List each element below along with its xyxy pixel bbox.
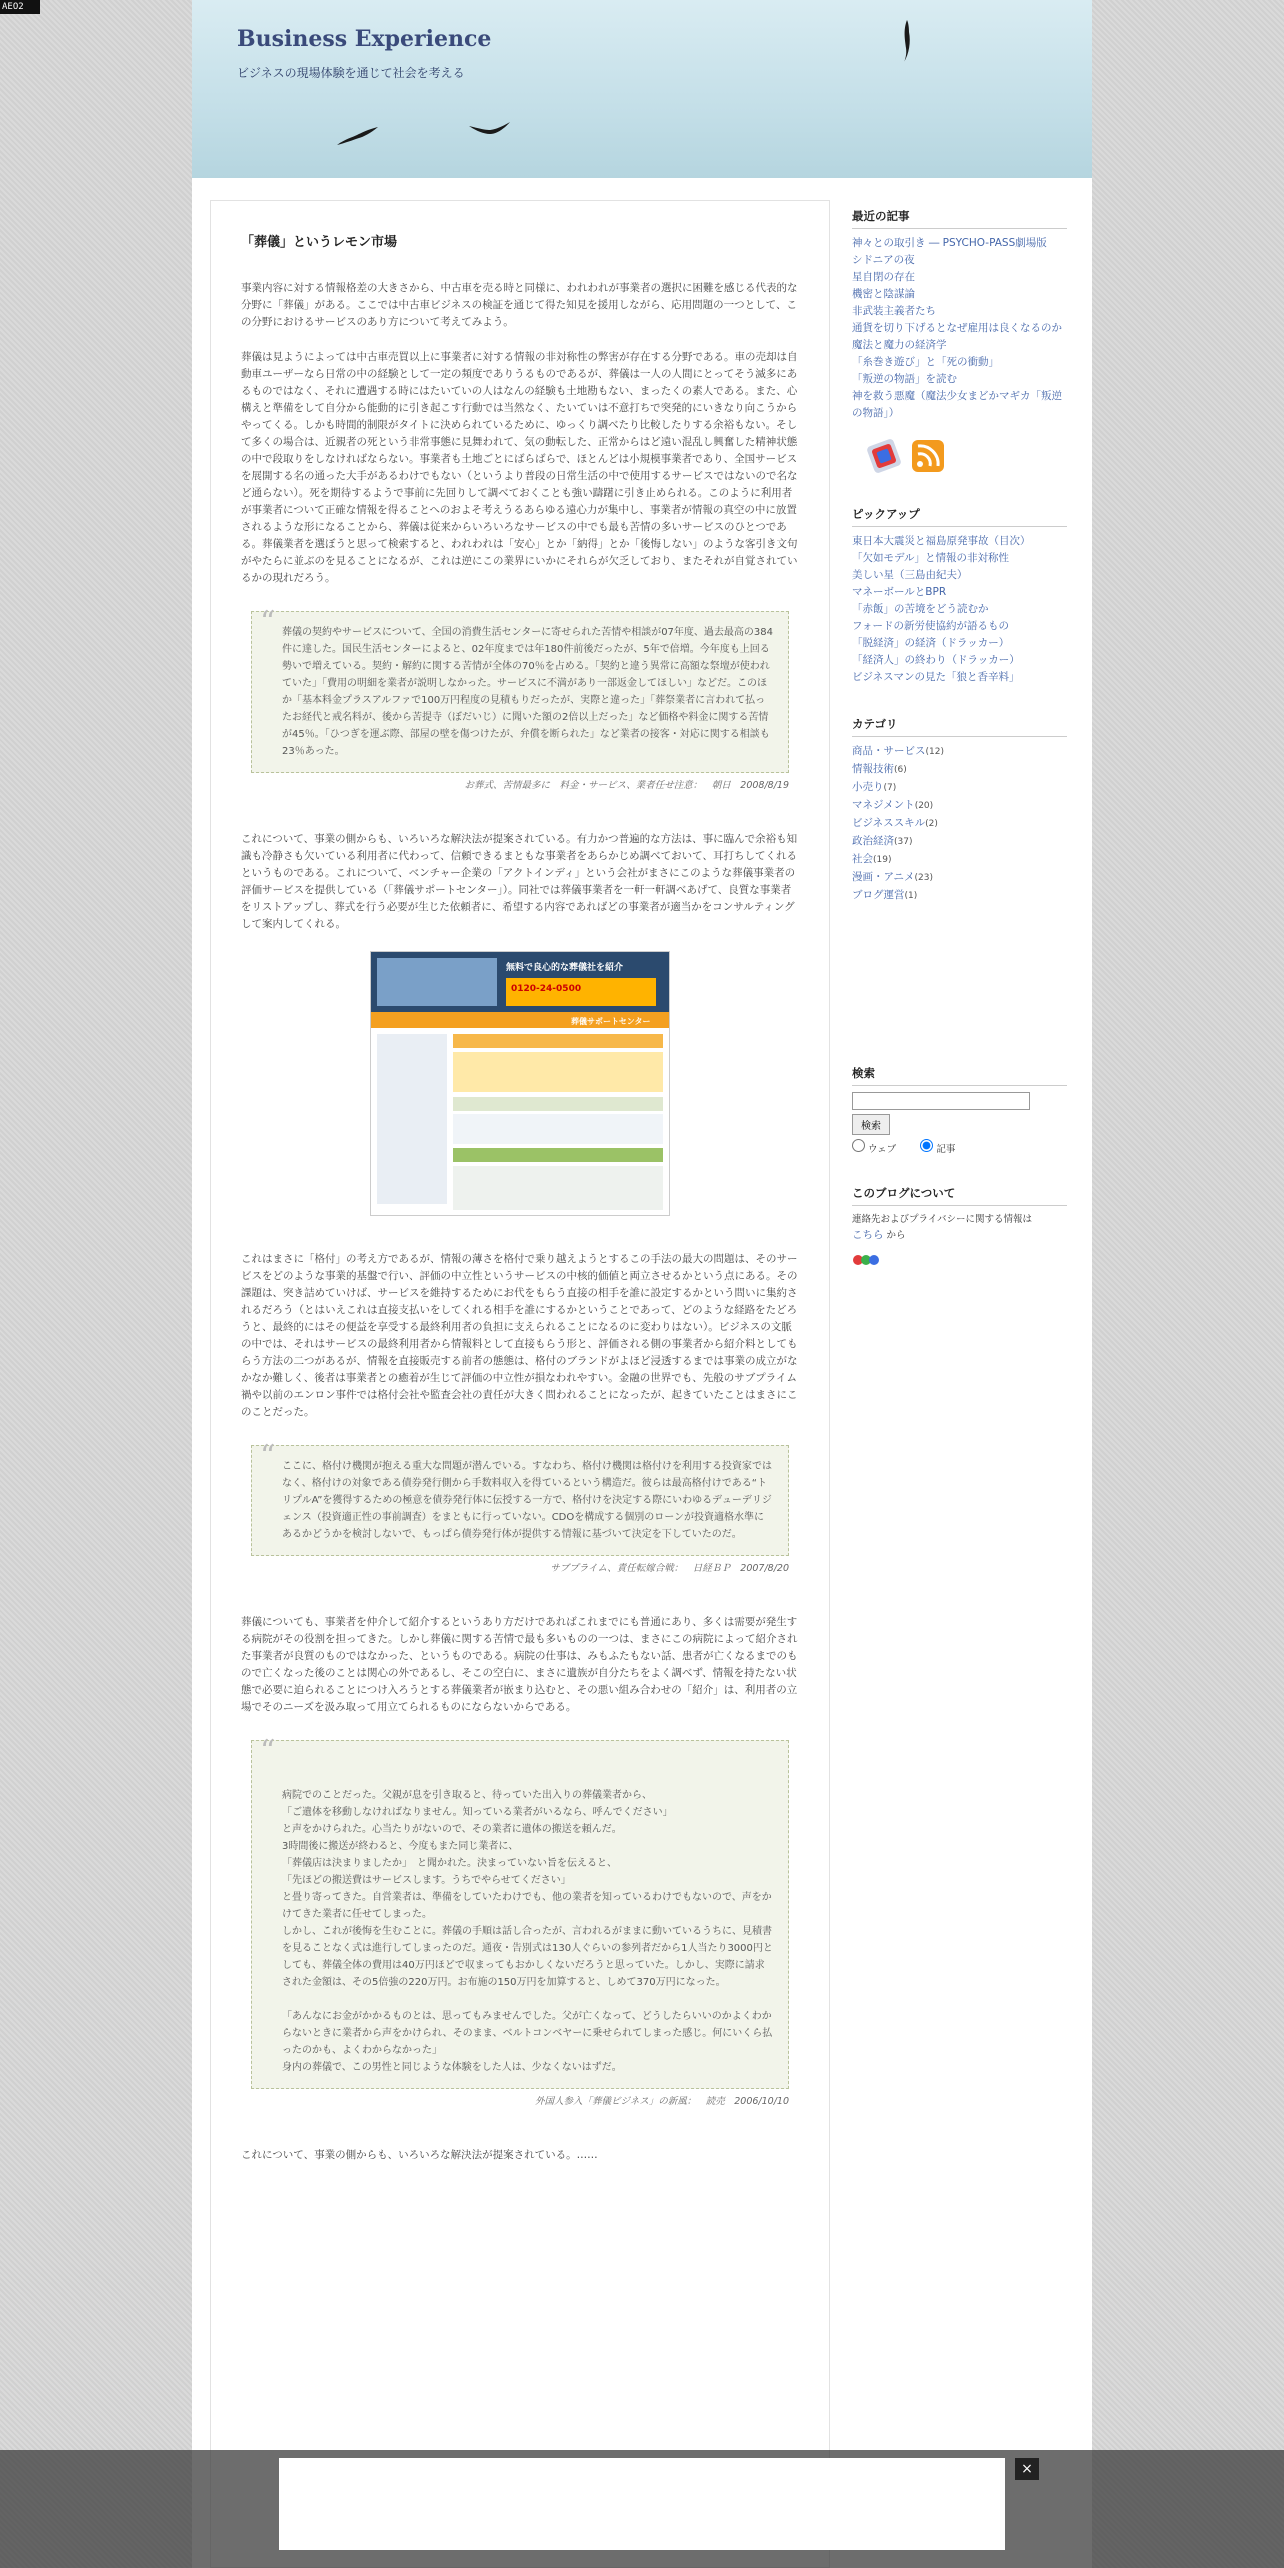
blockquote <box>251 1439 789 1556</box>
about-link[interactable]: こちら <box>852 1229 884 1241</box>
bird-icon <box>897 18 917 63</box>
ad-overlay <box>0 2450 1284 2568</box>
blockquote <box>251 1734 789 2089</box>
post-paragraph: 葬儀は見ようによっては中古車売買以上に事業者に対する情報の非対称性の弊害が存在する分野である。車の売却は自動車ユーザーなら日常の中の経験として一定の頻度でありうるものであるが、葬儀は一人の人間にとってそう滅多にあるものではなく、それに遭遇する時にはたいていの人はなんの経験も土地勘もない、まったくの素人である。また、心構えと準備をして自分から能動的に引き起こす行動では当然なく、たいていは不意打ちで突発的にいきなり向こうからやってくる。しかも時間的制限がタイトに決められているために、ゆっくり調べたり比較したりする余裕もない。そして多くの場合は、近親者の死という非常事態に見舞われて、気の動転した、正常からはど遠い混乱し興奮した精神状態の中で段取りをしなければならない。事業者も土地ごとにばらばらで、ほとんどは小規模事業者であり、全国サービスを展開する名の通った大手があるわけでもない（というより普段の日常生活の中で使用するサービスではないので名など通らない）。死を期待するようで事前に先回りして調べておくことも強い躊躇に引き止められる。このように利用者が事業者について正確な情報を得ることへのおよそ考えうるあらゆる遠心力が集中し、事業者が情報の真空の中に放置されるような形になることから、葬儀は従来からいろいろなサービスの中でも最も苦情の多いサービスのひとつである。葬儀業者を選ぼうと思って検索すると、われわれは「安心」とか「納得」とか「後悔しない」のような客引き文句がやたらに並ぶのを見ることになるが、これは逆にこの業界にいかにそれらが欠乏しており、またそれが自覚されているかの現れだろう。 <box>241 351 798 584</box>
corner-badge: AEO2 <box>0 0 40 14</box>
pickup-link[interactable]: 「赤飯」の苦境をどう読むか <box>852 603 989 615</box>
bird-icon <box>467 120 512 138</box>
quote-text: 葬儀の契約やサービスについて、全国の消費生活センターに寄せられた苦情や相談が07年度、過去最高の384件に達した。国民生活センターによると、02年度までは年180件前後だったが、5年で倍増。今年度も上回る勢いで増えている。契約・解約に関する苦情が全体の70％を占める。「契約と違う異常に高額な祭壇が使われていた」「費用の明細を業者が説明しなかった。サービスに不満があり一部返金してほしい」などだ。このほか「基本料金プラスアルファで100万円程度の見積もりだったが、実際と違った」「葬祭業者に言われて払ったお経代と戒名料が、後から苦提寺（ぼだいじ）に聞いた額の2倍以上だった」など価格や料金に関する苦情が45％。「ひつぎを運ぶ際、部屋の壁を傷つけたが、弁償を断られた」など業者の接客・対応に関する相談も23％あった。 <box>282 627 774 757</box>
quote-citation: サブプライム、責任転嫁合戦： 日経ＢＰ 2007/8/20 <box>550 1563 789 1574</box>
category-item <box>852 851 1067 869</box>
categories-section <box>852 716 1067 905</box>
pickup-section <box>852 506 1067 686</box>
post-paragraph: これについて、事業の側からも、いろいろな解決法が提案されている。有力かつ普遍的な方法は、事に臨んで余裕も知識も冷静さも欠いている利用者に代わって、信頼できるまともな事業者をあらかじめ調べておいて、耳打ちしてくれるというものである。これについて、ベンチャー企業の「アクトインディ」という会社がまさにこのような葬儀事業者の評価サービスを提供している（「葬儀サポートセンター」）。同社では葬儀事業者を一軒一軒調べあげて、良質な事業者をリストアップし、葬式を行う必要が生じた依頼者に、希望する内容であればどの事業者が適当かをコンサルティングして案内してくれる。 <box>241 833 798 930</box>
recent-post-link[interactable]: 機密と陰謀論 <box>852 288 915 300</box>
category-count: (6) <box>894 765 907 775</box>
search-title: 検索 <box>852 1065 1067 1086</box>
main-content <box>210 200 830 2568</box>
badge-icon[interactable] <box>852 1252 882 1268</box>
category-count: (7) <box>883 783 897 793</box>
pickup-link[interactable]: ビジネスマンの見た「狼と香辛料」 <box>852 671 1020 683</box>
category-item <box>852 815 1067 833</box>
recent-post-link[interactable]: 魔法と魔力の経済学 <box>852 339 947 351</box>
about-text-body: 連絡先およびプライバシーに関する情報は <box>852 1214 1033 1225</box>
quote-text: ここに、格付け機関が抱える重大な問題が潜んでいる。すなわち、格付け機関は格付けを利用する投資家ではなく、格付けの対象である債券発行側から手数料収入を得ているという構造だ。彼らは最高格付けである“トリプルA”を獲得するための極意を債券発行体に伝授する一方で、格付けを決定する際にいわゆるデューデリジェンス（投資適正性の事前調査）をまともに行っていない。CDOを構成する個別のローンが投資適格水準にあるかどうかを検討しないで、もっぱら債券発行体が提供する情報に基づいて決定を下していたのだ。 <box>282 1461 772 1540</box>
quote-icon: “ <box>260 1439 276 1474</box>
category-item <box>852 779 1067 797</box>
category-count: (1) <box>904 891 918 901</box>
category-link[interactable]: ビジネススキル <box>852 817 926 829</box>
ad-banner[interactable] <box>279 2458 1005 2550</box>
recent-post-link[interactable]: 「糸巻き遊び」と「死の衝動」 <box>852 356 999 368</box>
category-item <box>852 869 1067 887</box>
category-link[interactable]: 商品・サービス <box>852 745 926 757</box>
screenshot-phone: 0120-24-0500 <box>511 984 582 994</box>
category-count: (20) <box>914 801 934 811</box>
embedded-screenshot-image[interactable] <box>370 951 670 1216</box>
post-paragraph: 葬儀についても、事業者を仲介して紹介するというあり方だけであればこれまでにも普通にあり、多くは需要が発生する病院がその役割を担ってきた。しかし葬儀に関する苦情で最も多いものの一つは、まさにこの病院によって紹介された事業者が良質のものではなかった、というものである。病院の仕事は、みもふたもない話、患者が亡くなるまでのもので亡くなった後のことは関心の外であるし、そこの空白に、まさに遺族が自分たちをよく調べず、情報を持たない状態で必要に迫られることにつけ入ろうとする葬儀業者が嵌まり込むと、その悪い組み合わせの「紹介」は、利用者の立場でそのニーズを汲み取って用立てられるものにならないからである。 <box>241 1616 798 1713</box>
recent-post-link[interactable]: 「叛逆の物語」を読む <box>852 373 957 385</box>
category-item <box>852 761 1067 779</box>
category-link[interactable]: 社会 <box>852 853 873 865</box>
radio-blog[interactable] <box>920 1139 933 1152</box>
category-item <box>852 833 1067 851</box>
quote-citation: お葬式、苦情最多に 料金・サービス、業者任せ注意： 朝日 2008/8/19 <box>464 780 789 791</box>
category-link[interactable]: マネジメント <box>852 799 915 811</box>
pickup-link[interactable]: フォードの新労使協約が語るもの <box>852 620 1009 632</box>
category-link[interactable]: ブログ運営 <box>852 889 905 901</box>
pickup-link[interactable]: 「脱経済」の経済（ドラッカー） <box>852 637 1010 649</box>
about-section <box>852 1185 1067 1272</box>
radio-web[interactable] <box>852 1139 865 1152</box>
bookmark-icon[interactable] <box>866 438 902 474</box>
pickup-link[interactable]: マネーボールとBPR <box>852 586 947 598</box>
category-link[interactable]: 漫画・アニメ <box>852 871 915 883</box>
site-title[interactable]: Business Experience <box>237 26 492 52</box>
recent-post-link[interactable]: 神を救う悪魔（魔法少女まどかマギカ「叛逆の物語」） <box>852 390 1062 419</box>
search-section <box>852 1065 1067 1155</box>
recent-post-link[interactable]: シドニアの夜 <box>852 254 915 266</box>
category-link[interactable]: 情報技術 <box>852 763 894 775</box>
about-suffix: から <box>886 1230 906 1241</box>
category-count: (12) <box>925 747 944 757</box>
site-description: ビジネスの現場体験を通じて社会を考える <box>237 66 465 80</box>
category-link[interactable]: 小売り <box>852 781 884 793</box>
feed-icons <box>852 436 1067 476</box>
recent-posts-title: 最近の記事 <box>852 208 1067 229</box>
category-link[interactable]: 政治経済 <box>852 835 894 847</box>
sidebar <box>852 208 1067 1302</box>
recent-post-link[interactable]: 神々との取引き ― PSYCHO-PASS劇場版 <box>852 237 1047 249</box>
blockquote <box>251 605 789 773</box>
category-count: (19) <box>873 855 892 865</box>
screenshot-brand: 葬儀サポートセンター <box>571 1017 651 1026</box>
quote-citation: 外国人参入「葬儀ビジネス」の新風： 読売 2006/10/10 <box>535 2096 789 2107</box>
post-title[interactable]: 「葬儀」というレモン市場 <box>241 235 398 250</box>
screenshot-headline: 無料で良心的な葬儀社を紹介 <box>506 963 624 973</box>
radio-web-label: ウェブ <box>868 1144 897 1155</box>
quote-icon: “ <box>260 605 276 640</box>
search-input[interactable] <box>852 1092 1030 1110</box>
category-item <box>852 797 1067 815</box>
quote-text: 病院でのことだった。父親が息を引き取ると、待っていた出入りの葬儀業者から、 「ご遺体を移動しなければなりません。知っている業者がいるなら、呼んでください」 と声をかけられた。心当たりがないので、その業者に遺体の搬送を頼んだ。 3時間後に搬送が終わると、今度もまた同じ業者に、 「葬儀店は決まりましたか」 と聞かれた。決まっていない旨を伝えると、 「先ほどの搬送費はサービスします。うちでやらせてください」 と畳り寄ってきた。自営業者は、準備をしていたわけでも、他の業者を知っているわけでもないので、声をかけてきた業者に任せてしまった。 しかし、これが後悔を生むことに。葬儀の手順は話し合ったが、言われるがままに動いているうちに、見積書を見ることなく式は進行してしまったのだ。通夜・告別式は130人ぐらいの参列者だから1人当たり3000円としても、葬儀全体の費用は40万円ほどで収まってもおかしくないだろうと思っていた。しかし、実際に請求された金額は、その5倍強の220万円。お布施の150万円を加算すると、しめて370万円になった。 「あんなにお金がかかるものとは、思ってもみませんでした。父が亡くなって、どうしたらいいのかよくわからないときに業者から声をかけられ、そのまま、ベルトコンベヤーに乗せられてしまった感じ。何にいくら払ったのかも、よくわからなかった」 身内の葬儀で、この男性と同じような体験をした人は、少なくないはずだ。 <box>282 1790 773 2073</box>
bird-icon <box>335 125 380 147</box>
pickup-link[interactable]: 「経済人」の終わり（ドラッカー） <box>852 654 1020 666</box>
category-item <box>852 743 1067 761</box>
pickup-link[interactable]: 美しい星（三島由紀夫） <box>852 569 968 581</box>
recent-post-link[interactable]: 通貨を切り下げるとなぜ雇用は良くなるのか <box>852 322 1062 334</box>
post-paragraph: 事業内容に対する情報格差の大きさから、中古車を売る時と同様に、われわれが事業者の選択に困難を感じる代表的な分野に「葬儀」がある。ここでは中古車ビジネスの検証を通じて得た知見を援用しながら、応用問題の一つとして、この分野におけるサービスのあり方について考えてみよう。 <box>241 282 798 328</box>
pickup-link[interactable]: 「欠如モデル」と情報の非対称性 <box>852 552 1009 564</box>
recent-post-link[interactable]: 星自閉の存在 <box>852 271 915 283</box>
pickup-title: ピックアップ <box>852 506 1067 527</box>
recent-post-link[interactable]: 非武装主義者たち <box>852 305 936 317</box>
category-count: (23) <box>914 873 933 883</box>
search-button[interactable]: 検索 <box>852 1114 890 1135</box>
quote-icon: “ <box>260 1734 276 1769</box>
post-paragraph: これはまさに「格付」の考え方であるが、情報の薄さを格付で乗り越えようとするこの手法の最大の問題は、そのサービスをどのような事業的基盤で行い、評価の中立性というサービスの中核的価値と両立させるかという点にある。その課題は、突き詰めていけば、サービスを維持するためにお代をもらう直接の相手を誰に設定するかという問いに集約されるだろう（とはいえこれは直接支払いをしてくれる相手を誰にするかということであって、どのような経路をたどろうと、最終的にはその便益を享受する最終利用者の負担に支えられることになるのに変わりはない）。ビジネスの文脈の中では、それはサービスの最終利用者から情報料として直接もらう形と、評価される側の事業者から紹介料としてもらう方法の二つがあるが、情報を直接販売する前者の態態は、格付のブランドがよほど浸透するまでは事業の成立がなかなか難しく、後者は事業者との癒着が生じて評価の中立性が損なわれやすい。金融の世界でも、先般のサブプライム禍や以前のエンロン事件では格付会社や監査会社の責任が大きく問われることになったが、起きていたことはまさにこのことだった。 <box>241 1253 798 1418</box>
site-header <box>192 0 1092 178</box>
about-text <box>852 1212 1067 1244</box>
category-count: (37) <box>894 837 913 847</box>
pickup-link[interactable]: 東日本大震災と福島原発事故（目次） <box>852 535 1031 547</box>
category-count: (2) <box>925 819 938 829</box>
recent-posts-section <box>852 208 1067 476</box>
categories-title: カテゴリ <box>852 716 1067 737</box>
about-title: このブログについて <box>852 1185 1067 1206</box>
search-scope <box>852 1139 1067 1155</box>
close-icon[interactable]: × <box>1015 2458 1039 2480</box>
post-paragraph: これについて、事業の側からも、いろいろな解決法が提案されている。…… <box>241 2149 598 2161</box>
category-item <box>852 887 1067 905</box>
rss-feed-icon[interactable] <box>910 438 948 474</box>
page-container <box>192 0 1092 2568</box>
radio-blog-label: 記事 <box>936 1144 956 1155</box>
